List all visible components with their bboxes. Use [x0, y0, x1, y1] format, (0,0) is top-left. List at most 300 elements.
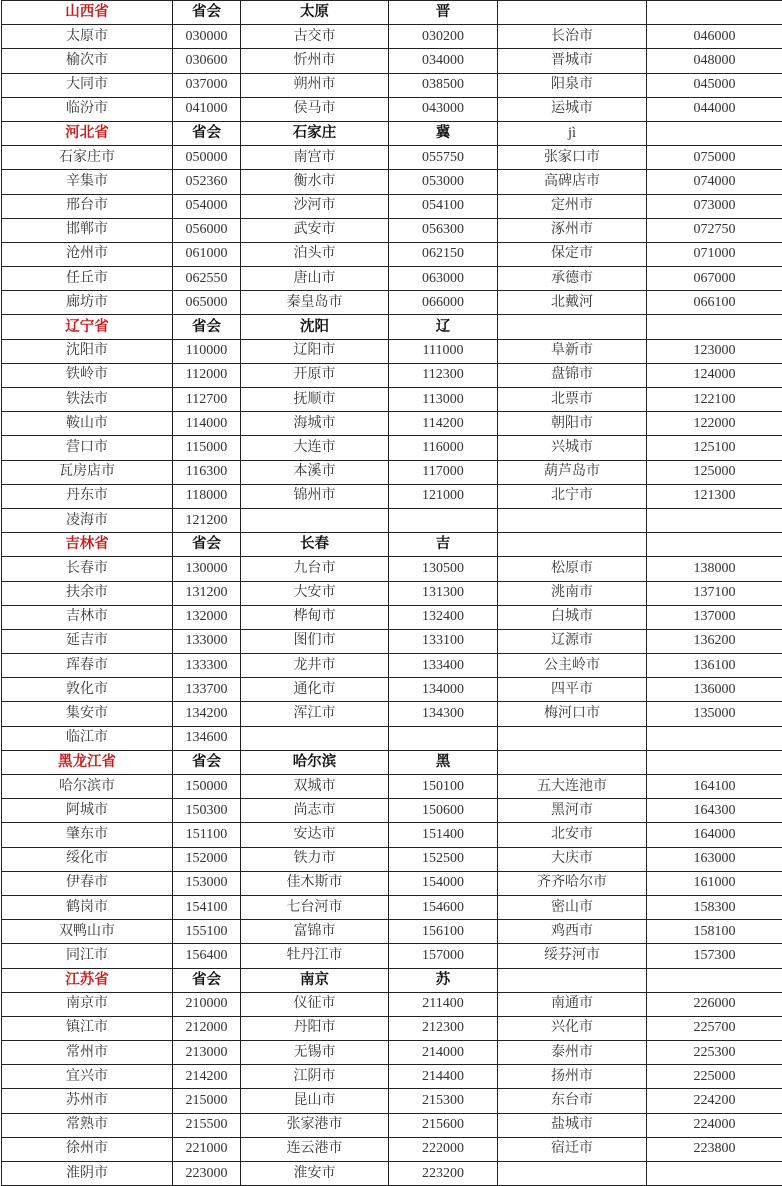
city-name: 凌海市 [2, 508, 173, 532]
city-name: 北宁市 [498, 484, 647, 508]
postal-code: 117000 [389, 460, 498, 484]
postal-code: 066100 [647, 291, 782, 315]
city-name: 镇江市 [2, 1016, 173, 1040]
city-name: 徐州市 [2, 1137, 173, 1161]
city-name: 扬州市 [498, 1065, 647, 1089]
postal-code: 046000 [647, 25, 782, 49]
city-name: 古交市 [241, 25, 389, 49]
city-name: 连云港市 [241, 1137, 389, 1161]
capital-label: 省会 [173, 968, 241, 992]
city-name: 鸡西市 [498, 920, 647, 944]
city-name: 丹东市 [2, 484, 173, 508]
city-name: 白城市 [498, 605, 647, 629]
postal-code: 164300 [647, 799, 782, 823]
city-name: 珲春市 [2, 654, 173, 678]
city-name: 邯郸市 [2, 218, 173, 242]
table-row [2, 194, 782, 218]
capital-label: 省会 [173, 1, 241, 25]
postal-code: 210000 [173, 992, 241, 1016]
empty-cell [498, 726, 647, 750]
city-name: 高碑店市 [498, 170, 647, 194]
postal-code: 164100 [647, 775, 782, 799]
table-row [2, 678, 782, 702]
postal-code-table [1, 0, 782, 1186]
postal-code: 123000 [647, 339, 782, 363]
postal-code: 224000 [647, 1113, 782, 1137]
postal-code: 075000 [647, 146, 782, 170]
postal-code: 133100 [389, 629, 498, 653]
city-name: 仪征市 [241, 992, 389, 1016]
city-name: 北戴河 [498, 291, 647, 315]
city-name: 肇东市 [2, 823, 173, 847]
city-name: 铁法市 [2, 388, 173, 412]
city-name: 本溪市 [241, 460, 389, 484]
postal-code: 112000 [173, 363, 241, 387]
pinyin-note: jì [498, 121, 647, 145]
province-abbreviation: 辽 [389, 315, 498, 339]
table-row [2, 654, 782, 678]
postal-code: 135000 [647, 702, 782, 726]
postal-code: 152500 [389, 847, 498, 871]
empty-cell [498, 1162, 647, 1186]
city-name: 阳泉市 [498, 73, 647, 97]
postal-code: 225700 [647, 1016, 782, 1040]
postal-code: 215600 [389, 1113, 498, 1137]
postal-code: 124000 [647, 363, 782, 387]
postal-code: 030000 [173, 25, 241, 49]
table-row [2, 823, 782, 847]
city-name: 营口市 [2, 436, 173, 460]
city-name: 张家口市 [498, 146, 647, 170]
city-name: 集安市 [2, 702, 173, 726]
table-row [2, 242, 782, 266]
city-name: 北安市 [498, 823, 647, 847]
city-name: 泊头市 [241, 242, 389, 266]
city-name: 尚志市 [241, 799, 389, 823]
city-name: 秦皇岛市 [241, 291, 389, 315]
capital-city: 哈尔滨 [241, 750, 389, 774]
province-header-row [2, 121, 782, 145]
postal-code: 065000 [173, 291, 241, 315]
capital-city: 长春 [241, 533, 389, 557]
empty-cell [498, 508, 647, 532]
table-row [2, 1041, 782, 1065]
city-name: 桦甸市 [241, 605, 389, 629]
capital-label: 省会 [173, 750, 241, 774]
table-row [2, 170, 782, 194]
postal-code: 073000 [647, 194, 782, 218]
province-name: 黑龙江省 [2, 750, 173, 774]
city-name: 大庆市 [498, 847, 647, 871]
postal-code: 050000 [173, 146, 241, 170]
capital-city: 太原 [241, 1, 389, 25]
postal-code: 215500 [173, 1113, 241, 1137]
province-abbreviation: 吉 [389, 533, 498, 557]
table-row [2, 508, 782, 532]
city-name: 齐齐哈尔市 [498, 871, 647, 895]
empty-cell [647, 533, 782, 557]
postal-code: 112300 [389, 363, 498, 387]
table-row [2, 291, 782, 315]
city-name: 南通市 [498, 992, 647, 1016]
postal-code: 062150 [389, 242, 498, 266]
city-name: 梅河口市 [498, 702, 647, 726]
province-abbreviation: 黑 [389, 750, 498, 774]
postal-code: 138000 [647, 557, 782, 581]
table-row [2, 1162, 782, 1186]
postal-code: 116000 [389, 436, 498, 460]
province-name: 吉林省 [2, 533, 173, 557]
city-name: 阜新市 [498, 339, 647, 363]
table-row [2, 218, 782, 242]
city-name: 葫芦岛市 [498, 460, 647, 484]
table-row [2, 629, 782, 653]
city-name: 兴化市 [498, 1016, 647, 1040]
postal-code: 221000 [173, 1137, 241, 1161]
postal-code: 158100 [647, 920, 782, 944]
city-name: 南宫市 [241, 146, 389, 170]
empty-cell [647, 121, 782, 145]
postal-code: 034000 [389, 49, 498, 73]
province-abbreviation: 晋 [389, 1, 498, 25]
city-name: 辽阳市 [241, 339, 389, 363]
city-name: 富锦市 [241, 920, 389, 944]
city-name: 石家庄市 [2, 146, 173, 170]
city-name: 双城市 [241, 775, 389, 799]
city-name: 张家港市 [241, 1113, 389, 1137]
postal-code: 137100 [647, 581, 782, 605]
postal-code: 133700 [173, 678, 241, 702]
city-name: 临汾市 [2, 97, 173, 121]
postal-code: 038500 [389, 73, 498, 97]
table-body [2, 1, 782, 1186]
city-name: 鹤岗市 [2, 895, 173, 919]
city-name: 通化市 [241, 678, 389, 702]
postal-code: 063000 [389, 267, 498, 291]
postal-code: 150600 [389, 799, 498, 823]
capital-city: 石家庄 [241, 121, 389, 145]
postal-code: 157300 [647, 944, 782, 968]
postal-code: 136200 [647, 629, 782, 653]
city-name: 浑江市 [241, 702, 389, 726]
city-name: 淮安市 [241, 1162, 389, 1186]
city-name: 吉林市 [2, 605, 173, 629]
city-name: 密山市 [498, 895, 647, 919]
table-row [2, 25, 782, 49]
city-name: 邢台市 [2, 194, 173, 218]
city-name: 东台市 [498, 1089, 647, 1113]
city-name: 双鸭山市 [2, 920, 173, 944]
postal-code: 054000 [173, 194, 241, 218]
province-name: 辽宁省 [2, 315, 173, 339]
city-name: 衡水市 [241, 170, 389, 194]
postal-code: 214400 [389, 1065, 498, 1089]
postal-code: 132000 [173, 605, 241, 629]
postal-code: 044000 [647, 97, 782, 121]
table-row [2, 267, 782, 291]
city-name: 长治市 [498, 25, 647, 49]
table-row [2, 847, 782, 871]
postal-code: 157000 [389, 944, 498, 968]
postal-code: 158300 [647, 895, 782, 919]
postal-code: 134200 [173, 702, 241, 726]
city-name: 哈尔滨市 [2, 775, 173, 799]
city-name: 兴城市 [498, 436, 647, 460]
postal-code: 121300 [647, 484, 782, 508]
city-name: 佳木斯市 [241, 871, 389, 895]
postal-code: 074000 [647, 170, 782, 194]
city-name: 沈阳市 [2, 339, 173, 363]
city-name: 伊春市 [2, 871, 173, 895]
empty-cell [647, 1162, 782, 1186]
postal-code: 225000 [647, 1065, 782, 1089]
province-header-row [2, 533, 782, 557]
city-name: 宿迁市 [498, 1137, 647, 1161]
postal-code: 226000 [647, 992, 782, 1016]
city-name: 朝阳市 [498, 412, 647, 436]
table-row [2, 605, 782, 629]
city-name: 九台市 [241, 557, 389, 581]
city-name: 武安市 [241, 218, 389, 242]
postal-code: 062550 [173, 267, 241, 291]
city-name: 辽源市 [498, 629, 647, 653]
city-name: 公主岭市 [498, 654, 647, 678]
capital-city: 南京 [241, 968, 389, 992]
postal-code: 056000 [173, 218, 241, 242]
table-row [2, 73, 782, 97]
table-row [2, 1137, 782, 1161]
city-name: 安达市 [241, 823, 389, 847]
city-name: 敦化市 [2, 678, 173, 702]
city-name: 保定市 [498, 242, 647, 266]
city-name: 瓦房店市 [2, 460, 173, 484]
city-name: 常州市 [2, 1041, 173, 1065]
table-row [2, 581, 782, 605]
postal-code: 163000 [647, 847, 782, 871]
city-name: 江阴市 [241, 1065, 389, 1089]
capital-label: 省会 [173, 533, 241, 557]
capital-label: 省会 [173, 315, 241, 339]
city-name: 承德市 [498, 267, 647, 291]
table-row [2, 702, 782, 726]
postal-code: 072750 [647, 218, 782, 242]
postal-code: 037000 [173, 73, 241, 97]
city-name: 绥芬河市 [498, 944, 647, 968]
postal-code: 054100 [389, 194, 498, 218]
postal-code: 152000 [173, 847, 241, 871]
table-row [2, 920, 782, 944]
postal-code: 122000 [647, 412, 782, 436]
postal-code: 130000 [173, 557, 241, 581]
city-name: 侯马市 [241, 97, 389, 121]
table-row [2, 388, 782, 412]
postal-code: 134300 [389, 702, 498, 726]
postal-code: 066000 [389, 291, 498, 315]
capital-label: 省会 [173, 121, 241, 145]
empty-cell [647, 508, 782, 532]
city-name: 牡丹江市 [241, 944, 389, 968]
city-name: 苏州市 [2, 1089, 173, 1113]
city-name: 北票市 [498, 388, 647, 412]
postal-code: 056300 [389, 218, 498, 242]
postal-code: 155100 [173, 920, 241, 944]
postal-code: 224200 [647, 1089, 782, 1113]
postal-code: 154100 [173, 895, 241, 919]
table-row [2, 363, 782, 387]
empty-cell [647, 1, 782, 25]
postal-code: 215300 [389, 1089, 498, 1113]
city-name: 长春市 [2, 557, 173, 581]
table-row [2, 1065, 782, 1089]
postal-code: 215000 [173, 1089, 241, 1113]
city-name: 唐山市 [241, 267, 389, 291]
postal-code: 154000 [389, 871, 498, 895]
city-name: 大连市 [241, 436, 389, 460]
postal-code: 156100 [389, 920, 498, 944]
postal-code: 151400 [389, 823, 498, 847]
postal-code: 114200 [389, 412, 498, 436]
table-row [2, 557, 782, 581]
postal-code: 150300 [173, 799, 241, 823]
postal-code: 222000 [389, 1137, 498, 1161]
postal-code: 048000 [647, 49, 782, 73]
empty-cell [241, 508, 389, 532]
table-row [2, 992, 782, 1016]
postal-code: 131200 [173, 581, 241, 605]
postal-code: 134600 [173, 726, 241, 750]
empty-cell [647, 726, 782, 750]
postal-code: 134000 [389, 678, 498, 702]
table-row [2, 799, 782, 823]
city-name: 铁岭市 [2, 363, 173, 387]
postal-code: 030200 [389, 25, 498, 49]
city-name: 忻州市 [241, 49, 389, 73]
postal-code: 132400 [389, 605, 498, 629]
postal-code: 067000 [647, 267, 782, 291]
postal-code: 133000 [173, 629, 241, 653]
city-name: 铁力市 [241, 847, 389, 871]
postal-code: 214200 [173, 1065, 241, 1089]
city-name: 昆山市 [241, 1089, 389, 1113]
table-row [2, 944, 782, 968]
city-name: 盐城市 [498, 1113, 647, 1137]
postal-code: 112700 [173, 388, 241, 412]
postal-code: 052360 [173, 170, 241, 194]
postal-code: 151100 [173, 823, 241, 847]
table-row [2, 460, 782, 484]
empty-cell [241, 726, 389, 750]
province-header-row [2, 750, 782, 774]
empty-cell [647, 750, 782, 774]
province-header-row [2, 968, 782, 992]
postal-code: 150100 [389, 775, 498, 799]
city-name: 开原市 [241, 363, 389, 387]
city-name: 黑河市 [498, 799, 647, 823]
city-name: 宜兴市 [2, 1065, 173, 1089]
table-row [2, 1089, 782, 1113]
pinyin-note [498, 968, 647, 992]
city-name: 延吉市 [2, 629, 173, 653]
postal-code: 136100 [647, 654, 782, 678]
city-name: 大安市 [241, 581, 389, 605]
province-header-row [2, 315, 782, 339]
postal-code: 116300 [173, 460, 241, 484]
postal-code: 212300 [389, 1016, 498, 1040]
province-abbreviation: 苏 [389, 968, 498, 992]
postal-code: 154600 [389, 895, 498, 919]
postal-code: 113000 [389, 388, 498, 412]
city-name: 淮阴市 [2, 1162, 173, 1186]
postal-code: 118000 [173, 484, 241, 508]
postal-code: 131300 [389, 581, 498, 605]
city-name: 松原市 [498, 557, 647, 581]
postal-code: 053000 [389, 170, 498, 194]
postal-code: 043000 [389, 97, 498, 121]
postal-code: 161000 [647, 871, 782, 895]
empty-cell [647, 968, 782, 992]
pinyin-note [498, 315, 647, 339]
pinyin-note [498, 750, 647, 774]
postal-code: 125100 [647, 436, 782, 460]
city-name: 鞍山市 [2, 412, 173, 436]
postal-code: 136000 [647, 678, 782, 702]
table-row [2, 775, 782, 799]
postal-code: 041000 [173, 97, 241, 121]
city-name: 图们市 [241, 629, 389, 653]
postal-code: 223200 [389, 1162, 498, 1186]
postal-code: 111000 [389, 339, 498, 363]
postal-code: 110000 [173, 339, 241, 363]
city-name: 锦州市 [241, 484, 389, 508]
city-name: 定州市 [498, 194, 647, 218]
city-name: 沙河市 [241, 194, 389, 218]
city-name: 五大连池市 [498, 775, 647, 799]
city-name: 涿州市 [498, 218, 647, 242]
table-row [2, 412, 782, 436]
postal-code: 212000 [173, 1016, 241, 1040]
province-name: 山西省 [2, 1, 173, 25]
table-row [2, 49, 782, 73]
city-name: 同江市 [2, 944, 173, 968]
postal-code: 225300 [647, 1041, 782, 1065]
postal-code: 121000 [389, 484, 498, 508]
table-row [2, 895, 782, 919]
province-header-row [2, 1, 782, 25]
city-name: 洮南市 [498, 581, 647, 605]
table-row [2, 97, 782, 121]
city-name: 无锡市 [241, 1041, 389, 1065]
pinyin-note [498, 1, 647, 25]
postal-code: 133300 [173, 654, 241, 678]
city-name: 海城市 [241, 412, 389, 436]
city-name: 泰州市 [498, 1041, 647, 1065]
postal-code: 130500 [389, 557, 498, 581]
table-row [2, 436, 782, 460]
table-row [2, 726, 782, 750]
city-name: 廊坊市 [2, 291, 173, 315]
capital-city: 沈阳 [241, 315, 389, 339]
province-name: 江苏省 [2, 968, 173, 992]
empty-cell [389, 726, 498, 750]
province-name: 河北省 [2, 121, 173, 145]
postal-code: 114000 [173, 412, 241, 436]
city-name: 临江市 [2, 726, 173, 750]
postal-code: 213000 [173, 1041, 241, 1065]
province-abbreviation: 冀 [389, 121, 498, 145]
postal-code: 223800 [647, 1137, 782, 1161]
postal-code: 223000 [173, 1162, 241, 1186]
table-row [2, 1113, 782, 1137]
